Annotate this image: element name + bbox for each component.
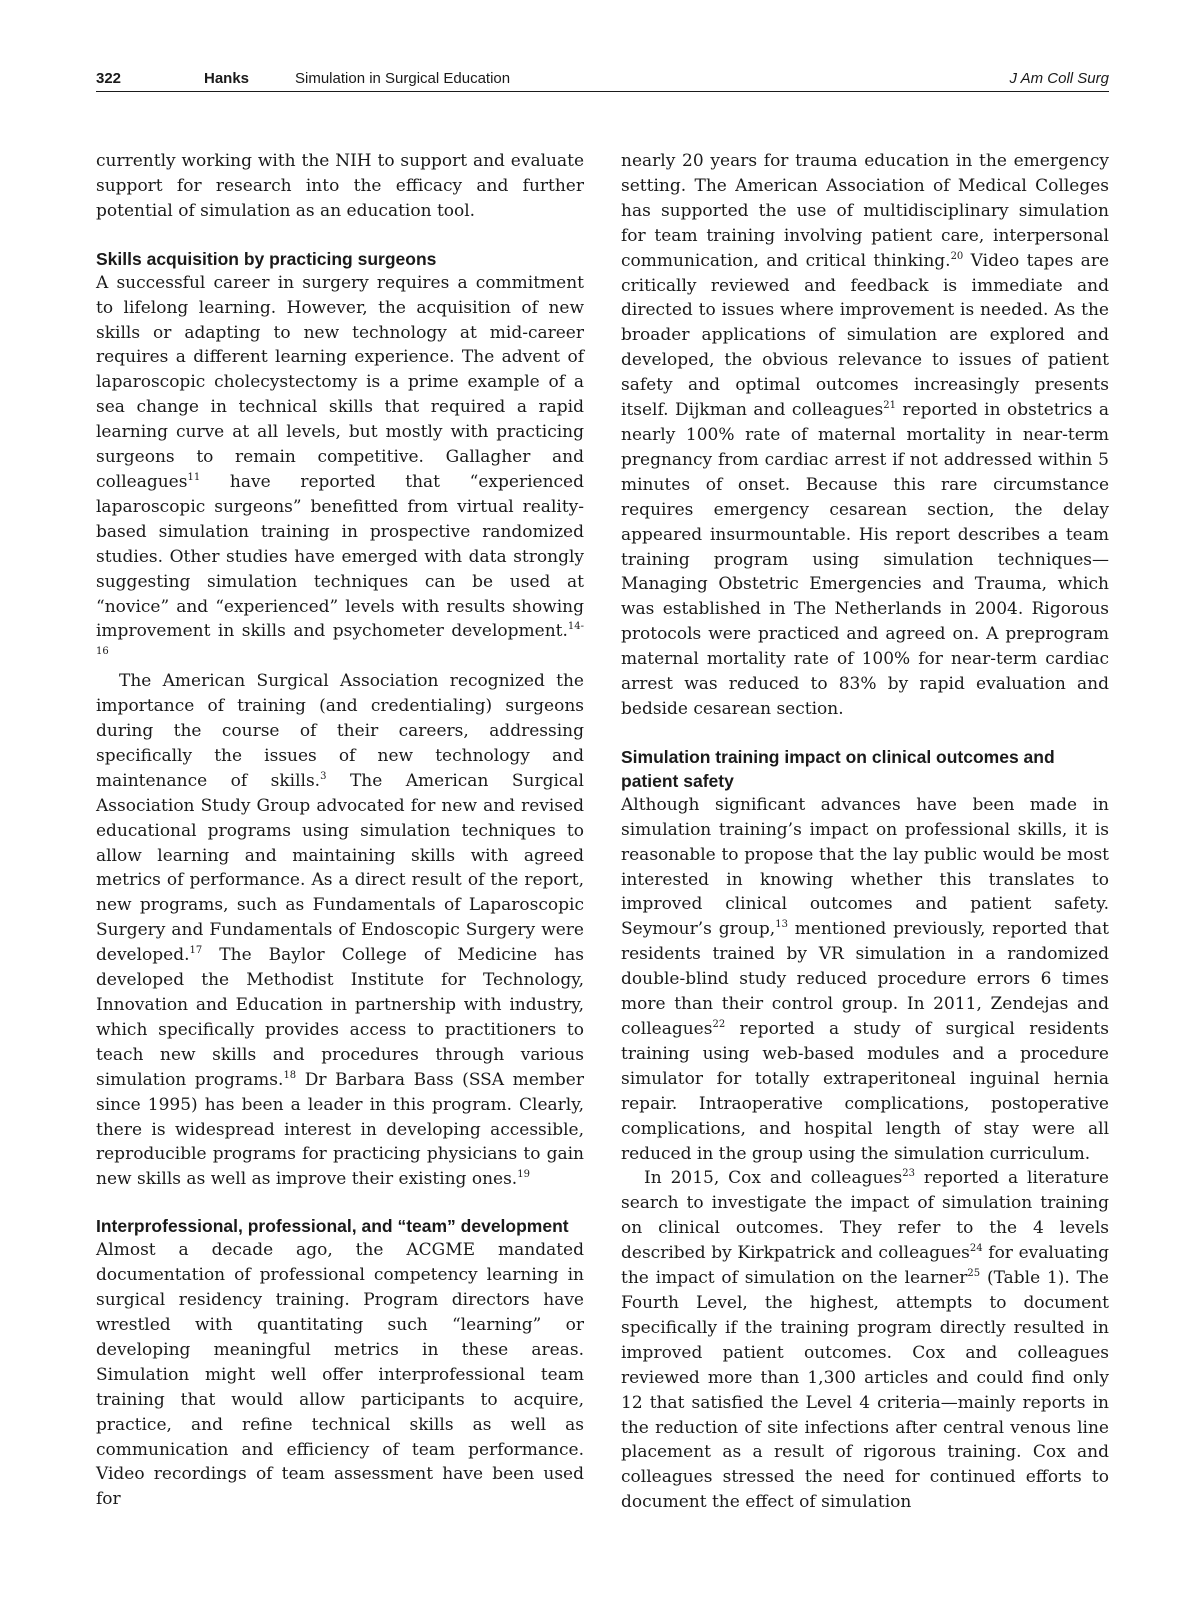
paragraph-team-training: nearly 20 years for trauma education in the emergency setting. The American Association of Medical Colleges has supported the use of multidisciplinary simulation for team training involving patient care, interpersonal communication, and critical thinking.$^{20}$ Video tapes are critically reviewed and feedback is immediate and directed to issues where improvement is needed. As the broader applications of simulation are explored and developed, the obvious relevance to issues of patient safety and optimal outcomes increasingly presents itself. Dijkman and colleagues$^{21}$ reported in obstetrics a nearly 100% rate of maternal mortality in near-term pregnancy from cardiac arrest if not addressed within 5 minutes of onset. Because this rare circumstance requires emergency cesarean section, the delay appeared insurmountable. His report describes a team training program using simulation techniques—Managing Obstetric Emergencies and Trauma, which was established in The Netherlands in 2004. Rigorous protocols were practiced and agreed on. A preprogram maternal mortality rate of 100% for near-term cardiac arrest was reduced to 83% by rapid evaluation and bedside cesarean section. xyxy=(621,151,1110,719)
paragraph-cox-review: In 2015, Cox and colleagues$^{23}$ reported a literature search to investigate the impact of simulation training on clinical outcomes. They refer to the 4 levels described by Kirkpatrick and colleagues$^{24}$ for evaluating the impact of simulation on the learner$^{25}$ (Table 1). The Fourth Level, the highest, attempts to document specifically if the training program directly resulted in improved patient outcomes. Cox and colleagues reviewed more than 1,300 articles and could find only 12 that satisfied the Level 4 criteria—mainly reports in the reduction of site infections after central venous line placement as a result of rigorous training. Cox and colleagues stressed the need for continued efforts to document the effect of simulation xyxy=(621,1168,1110,1513)
section-heading-skills-acquisition: Skills acquisition by practicing surgeons xyxy=(96,248,437,269)
paragraph-continued: currently working with the NIH to support and evaluate support for research into the efficacy and further potential of simulation as an education tool. xyxy=(96,151,584,221)
citation-ref: 22 xyxy=(712,1019,726,1030)
right-column xyxy=(621,149,1109,1515)
paragraph-skills-acquisition: A successful career in surgery requires a commitment to lifelong learning. However, the acquisition of new skills or adapting to new technology at mid-career requires a different learning experience. The advent of laparoscopic cholecystectomy is a prime example of a sea change in technical skills that required a rapid learning curve at all levels, but mostly with practicing surgeons to remain competitive. Gallagher and colleagues$^{11}$ have reported that “experienced laparoscopic surgeons” benefitted from virtual reality-based simulation training in prospective randomized studies. Other studies have emerged with data strongly suggesting simulation techniques can be used at “novice” and “experienced” levels with results showing improvement in skills and psychometer development.$^{14-16}$ xyxy=(96,272,584,658)
running-head-author: Hanks xyxy=(204,70,250,87)
paragraph-clinical-outcomes: Although significant advances have been made in simulation training’s impact on professional skills, it is reasonable to propose that the lay public would be most interested in knowing whether this translates to improved clinical outcomes and patient safety. Seymour’s group,$^{13}$ mentioned previously, reported that residents trained by VR simulation in a randomized double-blind study reduced procedure errors 6 times more than their control group. In 2011, Zendejas and colleagues$^{22}$ reported a study of surgical residents training using web-based modules and a procedure simulator for totally extraperitoneal inguinal hernia repair. Intraoperative complications, postoperative complications, and hospital length of stay were all reduced in the group using the simulation curriculum. xyxy=(621,794,1109,1164)
section-heading-interprofessional: Interprofessional, professional, and “team” development xyxy=(96,1216,569,1237)
citation-ref: 17 xyxy=(189,945,203,957)
paragraph-asa: The American Surgical Association recognized the importance of training (and credentialing) surgeons during the course of their careers, addressing specifically the issues of new technology and maintenance of skills.$^3$ The American Surgical Association Study Group advocated for new and revised educational programs using simulation techniques to allow learning and maintaining skills with agreed metrics of performance. As a direct result of the report, new programs, such as Fundamentals of Laparoscopic Surgery and Fundamentals of Endoscopic Surgery were developed.$^{17}$ The Baylor College of Medicine has developed the Methodist Institute for Technology, Innovation and Education in partnership with industry, which specifically provides access to practitioners to teach new skills and procedures through various simulation programs.$^{18}$ Dr Barbara Bass (SSA member since 1995) has been a leader in this program. Clearly, there is widespread interest in developing accessible, reproducible programs for practicing physicians to gain new skills as well as improve their existing ones.$^{19}$ xyxy=(96,671,584,1190)
running-head-journal: J Am Coll Surg xyxy=(1009,70,1109,87)
header-rule xyxy=(96,91,1109,92)
citation-ref: 24 xyxy=(969,1243,983,1255)
citation-ref: 25 xyxy=(967,1268,981,1280)
citation-ref: 20 xyxy=(950,250,964,262)
running-head-title: Simulation in Surgical Education xyxy=(295,70,511,87)
citation-ref: 14-16 xyxy=(96,621,584,658)
page-number: 322 xyxy=(96,70,122,87)
citation-ref: 13 xyxy=(775,919,788,931)
citation-ref: 23 xyxy=(902,1168,915,1180)
left-column xyxy=(96,149,584,1512)
paragraph-interprofessional: Almost a decade ago, the ACGME mandated documentation of professional competency learning in surgical residency training. Program directors have wrestled with quantitating such “learning” or developing meaningful metrics in these areas. Simulation might well offer interprofessional team training that would allow participants to acquire, practice, and refine technical skills as well as communication and efficiency of team performance. Video recordings of team assessment have been used for xyxy=(96,1240,584,1510)
citation-ref: 3 xyxy=(320,770,327,782)
citation-ref: 21 xyxy=(883,400,896,412)
citation-ref: 11 xyxy=(187,471,201,483)
section-heading-clinical-outcomes: Simulation training impact on clinical outcomes and patient safety xyxy=(621,746,1055,791)
citation-ref: 19 xyxy=(517,1169,530,1181)
running-head xyxy=(96,66,1109,92)
citation-ref: 18 xyxy=(283,1069,297,1081)
